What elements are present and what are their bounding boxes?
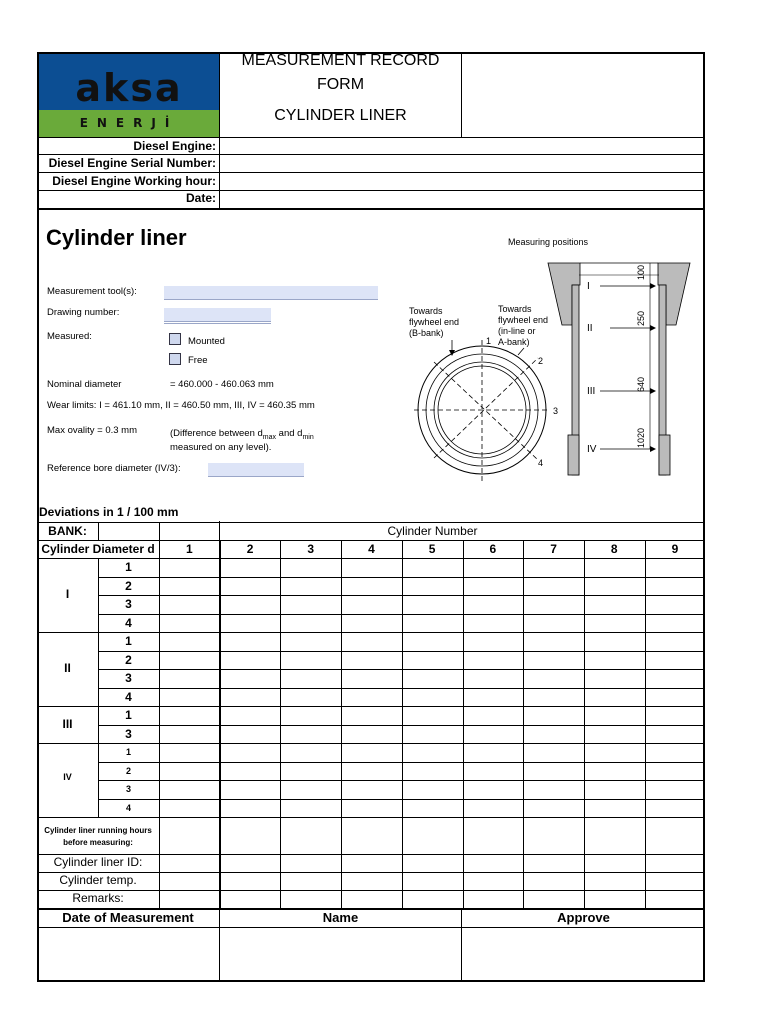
level-iv: IV — [587, 444, 597, 455]
mounted-label: Mounted — [188, 336, 225, 347]
date-label: Date: — [185, 191, 216, 205]
sub-row-label: 2 — [125, 765, 131, 776]
column-header-1: 1 — [186, 542, 193, 556]
working-hour-label: Diesel Engine Working hour: — [52, 174, 216, 188]
sub-row-label: 1 — [125, 560, 132, 574]
form-title-3: CYLINDER LINER — [274, 107, 407, 124]
towards-a-line4: A-bank) — [498, 337, 530, 347]
column-header-8: 8 — [610, 542, 618, 556]
column-header-5: 5 — [428, 542, 436, 556]
free-checkbox[interactable] — [169, 353, 181, 365]
reference-bore-label: Reference bore diameter (IV/3): — [47, 463, 181, 474]
deviations-label: Deviations in 1 / 100 mm — [39, 505, 179, 519]
diameter-level-i: I — [65, 587, 70, 601]
form-title-2: FORM — [316, 76, 365, 93]
towards-a-line3: (in-line or — [498, 326, 536, 336]
diameter-level-iv: IV — [63, 772, 72, 782]
max-ovality: Max ovality = 0.3 mm — [47, 425, 138, 436]
reference-bore-field[interactable] — [208, 463, 304, 477]
level-i: I — [587, 281, 590, 292]
serial-number-label: Diesel Engine Serial Number: — [48, 156, 216, 170]
cylinder-diameter-header: Cylinder Diameter d — [41, 542, 155, 556]
measured-label: Measured: — [47, 331, 92, 342]
ovality-note-2: measured on any level). — [170, 442, 272, 453]
name-header: Name — [322, 910, 359, 925]
form-title-1: MEASUREMENT RECORD — [241, 52, 440, 69]
aksa-logo — [39, 54, 219, 137]
towards-b-line3: (B-bank) — [409, 328, 444, 338]
sub-row-label: 4 — [125, 615, 132, 630]
dim-640: 640 — [636, 376, 646, 392]
sub-row-label: 3 — [125, 726, 132, 741]
cylinder-liner-heading: Cylinder liner — [46, 225, 187, 250]
ovality-note-1: (Difference between $d_{max}$ and $d_{min}$ — [170, 428, 314, 441]
drawing-label: Drawing number: — [47, 307, 120, 318]
column-header-3: 3 — [307, 542, 315, 556]
liner-id-label: Cylinder liner ID: — [53, 855, 143, 869]
sub-row-label: 2 — [125, 652, 132, 667]
dim-1020: 1020 — [636, 427, 646, 448]
level-iii: III — [587, 386, 596, 397]
direction-1: 1 — [486, 336, 492, 346]
approve-header: Approve — [557, 910, 610, 925]
towards-b-line2: flywheel end — [409, 317, 460, 327]
logo-subtitle: ENERJİ — [79, 116, 179, 130]
column-header-7: 7 — [550, 542, 557, 556]
mounted-checkbox[interactable] — [169, 333, 181, 345]
towards-a-line2: flywheel end — [498, 315, 549, 325]
column-header-2: 2 — [246, 542, 254, 556]
nominal-label: Nominal diameter — [47, 379, 122, 390]
sub-row-label: 2 — [125, 578, 132, 593]
running-hours-label: Cylinder liner running hours before measuring: — [44, 826, 152, 847]
sub-row-label: 4 — [125, 802, 131, 813]
free-label: Free — [188, 355, 208, 366]
bank-label: BANK: — [48, 524, 87, 538]
column-header-4: 4 — [368, 542, 375, 556]
sub-row-label: 3 — [125, 784, 131, 794]
cylinder-temp-label: Cylinder temp. — [59, 873, 137, 887]
diameter-level-iii: III — [62, 716, 73, 731]
tools-field[interactable] — [164, 286, 378, 300]
column-header-6: 6 — [489, 542, 497, 556]
name-field[interactable] — [221, 929, 460, 980]
tools-label: Measurement tool(s): — [47, 286, 137, 297]
sub-row-label: 3 — [125, 597, 132, 611]
wear-limits: Wear limits: I = 461.10 mm, II = 460.50 mm, III, IV = 460.35 mm — [47, 400, 315, 411]
direction-4: 4 — [538, 458, 544, 468]
diameter-level-ii: II — [64, 661, 71, 675]
dim-250: 250 — [636, 310, 646, 326]
cylinder-number-header: Cylinder Number — [387, 524, 478, 538]
date-of-measurement-header: Date of Measurement — [62, 910, 194, 925]
sub-row-label: 1 — [125, 634, 132, 648]
direction-2: 2 — [538, 356, 544, 366]
level-ii: II — [587, 323, 593, 334]
remarks-label: Remarks: — [72, 891, 124, 905]
sub-row-label: 4 — [125, 689, 132, 704]
nominal-value: = 460.000 - 460.063 mm — [170, 379, 274, 390]
towards-b-line1: Towards — [409, 306, 443, 316]
sub-row-label: 3 — [125, 671, 132, 685]
measuring-positions-diagram — [400, 230, 700, 500]
measuring-positions-label: Measuring positions — [508, 237, 589, 247]
sub-row-label: 1 — [125, 747, 131, 757]
logo-wordmark: aksa — [75, 66, 183, 110]
approve-field[interactable] — [463, 929, 703, 980]
sub-row-label: 1 — [125, 708, 132, 722]
date-of-measurement-field[interactable] — [39, 929, 218, 980]
dim-100: 100 — [636, 264, 646, 280]
direction-3: 3 — [553, 406, 559, 416]
towards-a-line1: Towards — [498, 304, 532, 314]
column-header-9: 9 — [671, 542, 679, 556]
drawing-field[interactable] — [164, 308, 271, 322]
diesel-engine-label: Diesel Engine: — [133, 139, 216, 153]
